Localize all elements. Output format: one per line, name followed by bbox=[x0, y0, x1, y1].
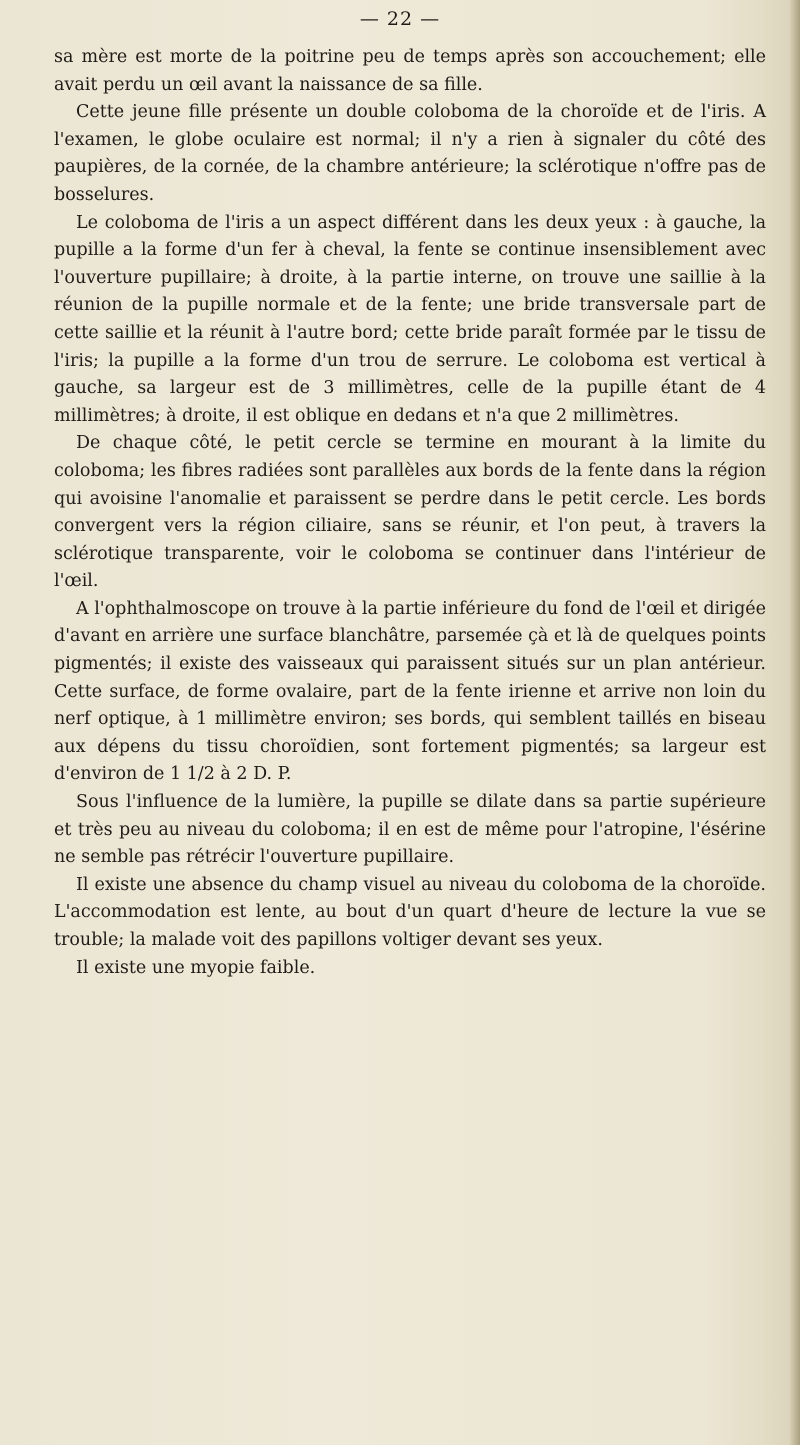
paragraph-1: sa mère est morte de la poitrine peu de temps après son accouchement; elle avait perdu un œil avant la naissance de sa fille. bbox=[54, 47, 766, 95]
paragraph-6: Sous l'influence de la lumière, la pupille se dilate dans sa partie supérieure et très peu au niveau du coloboma; il en est de même pour l'atropine, l'ésérine ne semble pas rétrécir l'ouverture pupillaire. bbox=[54, 792, 766, 868]
page-text bbox=[54, 44, 766, 982]
paragraph-8: Il existe une myopie faible. bbox=[76, 957, 316, 978]
paragraph-3: Le coloboma de l'iris a un aspect différent dans les deux yeux : à gauche, la pupille a la forme d'un fer à cheval, la fente se continue insensiblement avec l'ouverture pupillaire; à droite, à la partie interne, on trouve une saillie à la réunion de la pupille normale et de la fente; une bride transversale part de cette saillie et la réunit à l'autre bord; cette bride paraît formée par le tissu de l'iris; la pupille a la forme d'un trou de serrure. Le coloboma est vertical à gauche, sa largeur est de 3 millimètres, celle de la pupille étant de 4 millimètres; à droite, il est oblique en dedans et n'a que 2 millimètres. bbox=[54, 212, 766, 426]
page-edge bbox=[790, 0, 800, 1445]
paragraph-7: Il existe une absence du champ visuel au niveau du coloboma de la choroïde. L'accommodation est lente, au bout d'un quart d'heure de lecture la vue se trouble; la malade voit des papillons voltiger devant ses yeux. bbox=[54, 874, 766, 950]
page-number: — 22 — bbox=[359, 8, 441, 30]
paragraph-2: Cette jeune fille présente un double coloboma de la choroïde et de l'iris. A l'examen, le globe oculaire est normal; il n'y a rien à signaler du côté des paupières, de la cornée, de la chambre antérieure; la sclérotique n'offre pas de bosselures. bbox=[54, 102, 766, 205]
paragraph-4: De chaque côté, le petit cercle se termine en mourant à la limite du coloboma; les fibres radiées sont parallèles aux bords de la fente dans la région qui avoisine l'anomalie et paraissent se perdre dans le petit cercle. Les bords convergent vers la région ciliaire, sans se réunir, et l'on peut, à travers la sclérotique transparente, voir le coloboma se continuer dans l'intérieur de l'œil. bbox=[54, 433, 766, 592]
paragraph-5: A l'ophthalmoscope on trouve à la partie inférieure du fond de l'œil et dirigée d'avant en arrière une surface blanchâtre, parsemée çà et là de quelques points pigmentés; il existe des vaisseaux qui paraissent situés sur un plan antérieur. Cette surface, de forme ovalaire, part de la fente irienne et arrive non loin du nerf optique, à 1 millimètre environ; ses bords, qui semblent taillés en biseau aux dépens du tissu choroïdien, sont fortement pigmentés; sa largeur est d'environ de 1 1/2 à 2 D. P. bbox=[54, 598, 766, 785]
